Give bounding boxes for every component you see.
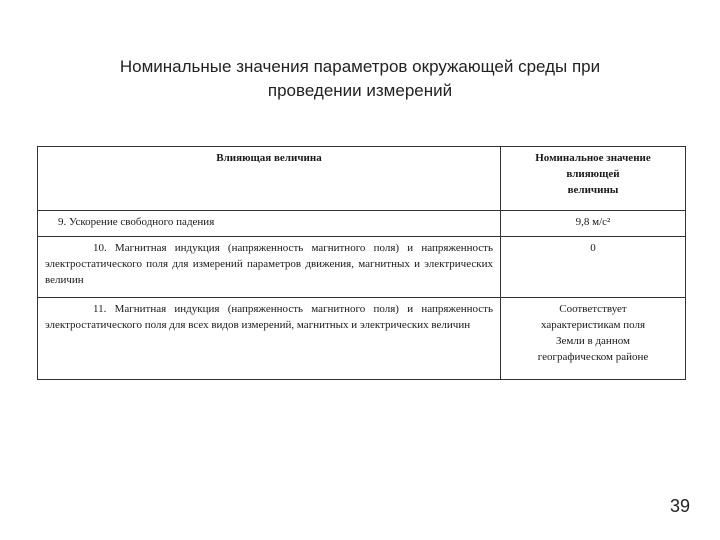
- header-nominal-value: [501, 147, 686, 211]
- table-row: [38, 211, 686, 237]
- row-10-value: 0: [501, 237, 686, 298]
- row-11-value: [501, 298, 686, 380]
- header-nominal-value-line-1: Номинальное значение: [535, 152, 651, 164]
- row-11-value-line-3: Земли в данном: [556, 335, 630, 347]
- slide-title: [0, 55, 720, 103]
- row-9-name: 9. Ускорение свободного падения: [38, 211, 501, 237]
- row-11-value-line-2: характеристикам поля: [540, 319, 646, 331]
- header-influencing-quantity: Влияющая величина: [38, 147, 501, 211]
- row-11-value-line-1: Соответствует: [559, 303, 627, 315]
- row-11-value-line-4: географическом районе: [537, 351, 649, 363]
- table-header-row: [38, 147, 686, 211]
- row-10-name: 10. Магнитная индукция (напряженность магнитного поля) и напряженность электростатического поля для измерений параметров движения, магнитных и электрических величин: [38, 237, 501, 298]
- page-number: 39: [669, 496, 690, 516]
- table-row: [38, 237, 686, 298]
- parameters-table: [37, 146, 686, 380]
- row-11-name: 11. Магнитная индукция (напряженность магнитного поля) и напряженность электростатического поля для всех видов измерений, магнитных и электрических величин: [38, 298, 501, 380]
- slide-title-line-2: проведении измерений: [267, 81, 453, 100]
- table-row: [38, 298, 686, 380]
- slide-title-line-1: Номинальные значения параметров окружающей среды при: [119, 57, 601, 76]
- header-nominal-value-line-2: влияющей: [566, 168, 620, 180]
- header-nominal-value-line-3: величины: [567, 184, 619, 196]
- row-9-value: 9,8 м/с²: [501, 211, 686, 237]
